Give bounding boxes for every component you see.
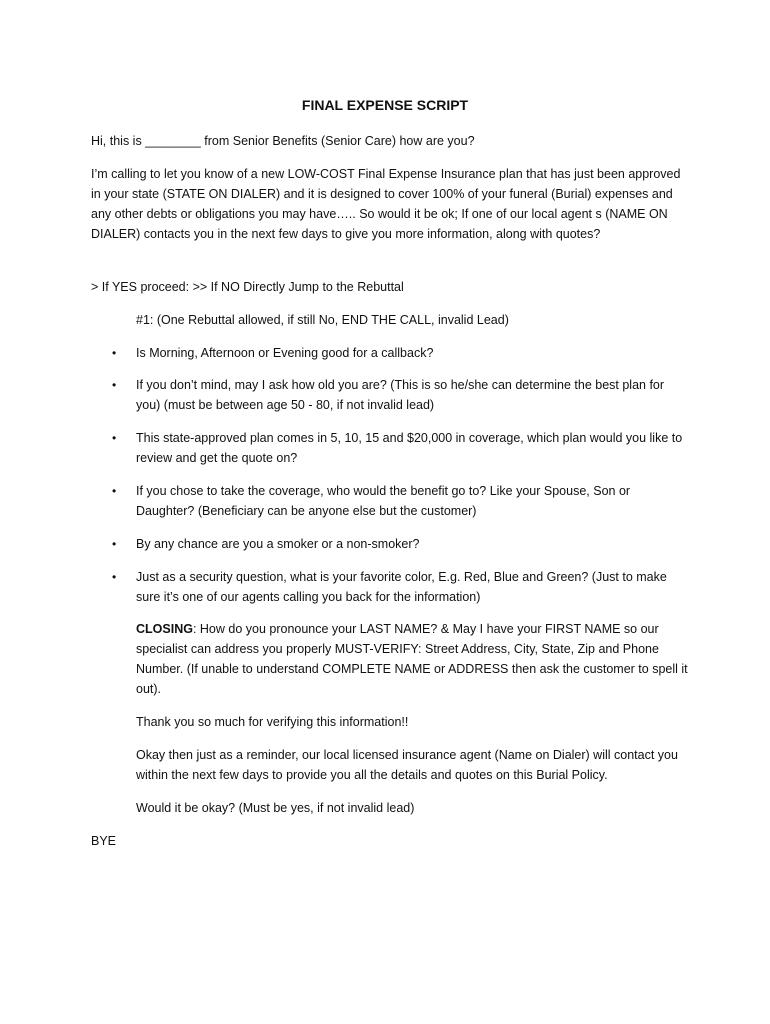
closing-paragraph xyxy=(136,619,691,699)
bullet-icon: • xyxy=(112,431,117,445)
bullet-icon: • xyxy=(112,537,117,551)
bullet-text: If you chose to take the coverage, who would the benefit go to? Like your Spouse, Son or Daughter? (Beneficiary can be anyone else but the customer) xyxy=(136,484,631,518)
bullet-text: By any chance are you a smoker or a non-smoker? xyxy=(136,537,420,551)
document-title: FINAL EXPENSE SCRIPT xyxy=(301,97,469,113)
thanks-line: Thank you so much for verifying this information!! xyxy=(136,715,409,729)
bullet-icon: • xyxy=(112,378,117,392)
intro-paragraph: I’m calling to let you know of a new LOW-COST Final Expense Insurance plan that has just been approved in your state (STATE ON DIALER) and it is designed to cover 100% of your funeral (Burial) expenses and any other debts or obligations you may have….. So would it be ok; If one of our local agent s (NAME ON DIALER) contacts you in the next few days to give you more information, along with quotes? xyxy=(91,167,681,241)
bullet-text: If you don’t mind, may I ask how old you are? (This is so he/she can determine the best plan for you) (must be between age 50 - 80, if not invalid lead) xyxy=(136,378,665,412)
rebuttal-note: #1: (One Rebuttal allowed, if still No, END THE CALL, invalid Lead) xyxy=(136,313,509,327)
greeting-line: Hi, this is ________ from Senior Benefits (Senior Care) how are you? xyxy=(91,134,475,148)
reminder-paragraph: Okay then just as a reminder, our local licensed insurance agent (Name on Dialer) will contact you within the next few days to provide you all the details and quotes on this Burial Policy. xyxy=(136,748,678,782)
confirm-line: Would it be okay? (Must be yes, if not invalid lead) xyxy=(136,801,415,815)
bullet-text: Is Morning, Afternoon or Evening good for a callback? xyxy=(136,346,434,360)
bye-line: BYE xyxy=(91,834,117,848)
closing-text: : How do you pronounce your LAST NAME? & May I have your FIRST NAME so our specialist can address you properly MUST-VERIFY: Street Address, City, State, Zip and Phone Number. (If unable to understand COMPLETE NAME or ADDRESS then ask the customer to spell it out). xyxy=(136,622,688,696)
bullet-text: Just as a security question, what is your favorite color, E.g. Red, Blue and Green? (Just to make sure it’s one of our agents calling you back for the information) xyxy=(136,570,667,604)
bullet-icon: • xyxy=(112,484,117,498)
bullet-icon: • xyxy=(112,570,117,584)
bullet-text: This state-approved plan comes in 5, 10, 15 and $20,000 in coverage, which plan would you like to review and get the quote on? xyxy=(136,431,683,465)
closing-label: CLOSING xyxy=(136,622,193,636)
bullet-icon: • xyxy=(112,346,117,360)
branch-instruction: > If YES proceed: >> If NO Directly Jump to the Rebuttal xyxy=(91,280,404,294)
